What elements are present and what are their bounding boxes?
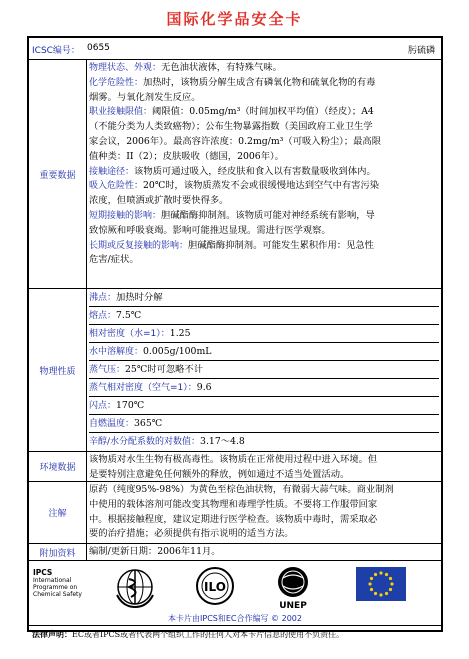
property-row (89, 343, 439, 361)
important-line (89, 224, 439, 239)
field-text: 胆碱酯酶抑制剂。该物质可能对神经系统有影响，导 (161, 209, 375, 221)
ipcs-line: International (33, 577, 72, 584)
notes-section (29, 482, 441, 544)
field-text: 危害/症状。 (89, 254, 139, 266)
section-label: 环境数据 (29, 452, 87, 481)
property-value: 365℃ (134, 418, 163, 429)
important-line (89, 120, 439, 135)
legal-text: EC或者IPCS或者代表两个组织工作的任何人对本卡片信息的使用不负责任。 (72, 630, 345, 639)
icsc-number: 0655 (87, 43, 110, 53)
property-row (89, 397, 439, 415)
important-line (89, 179, 439, 194)
important-line (89, 150, 439, 165)
footer-logos (29, 561, 441, 626)
important-line (89, 61, 439, 76)
important-line (89, 194, 439, 209)
important-line (89, 165, 439, 180)
field-label: 化学危险性： (89, 77, 144, 88)
card-title: 国际化学品安全卡 (166, 10, 303, 28)
field-text: 浓度，但喷洒或扩散时要快得多。 (89, 195, 229, 207)
footer-caption: 本卡片由IPCS和EC合作编写 © 2002 (168, 614, 302, 623)
ipcs-text (33, 569, 82, 598)
property-label: 相对密度（水=1）： (89, 329, 170, 339)
field-text: 家会议，2006年）。最高容许浓度：0.2mg/m³（可吸入粉尘）；最高限 (89, 135, 382, 147)
text-line: 中。根据接触程度，建议定期进行医学检查。该物质中毒时，需采取必 (89, 513, 378, 525)
property-row (89, 361, 439, 379)
property-row (89, 415, 439, 433)
property-label: 自燃温度： (89, 419, 135, 429)
property-label: 沸点： (89, 293, 117, 303)
field-text: 值种类：II（2）；皮肤吸收（德国，2006年）。 (89, 150, 284, 162)
text-line: 是要特别注意避免任何额外的释放，例如通过不适当处置活动。 (89, 468, 350, 480)
unep-logo-icon (271, 564, 315, 612)
property-value: 9.6 (196, 382, 212, 393)
property-row (89, 289, 439, 307)
property-row (89, 325, 439, 343)
field-label: 物理状态、外观： (89, 63, 162, 73)
additional-info-text: 编制/更新日期：2006年11月。 (89, 546, 221, 557)
property-row (89, 307, 439, 325)
notes-body (89, 483, 439, 542)
section-label: 物理性质 (29, 289, 87, 451)
field-text: （不能分类为人类致癌物）；公布生物暴露指数（美国政府工业卫生学 (89, 121, 373, 133)
physical-properties-body (89, 289, 439, 451)
field-label: 短期接触的影响： (89, 210, 162, 221)
field-label: 职业接触限值： (89, 107, 153, 118)
property-value: 1.25 (169, 328, 191, 339)
field-text: 胆碱酯酶抑制剂。可能发生累积作用：见急性 (188, 239, 374, 251)
field-label: 接触途径： (89, 166, 135, 177)
section-label: 重要数据 (29, 60, 87, 288)
ipcs-line: Programme on (33, 584, 78, 591)
section-label: 附加资料 (29, 544, 87, 560)
environment-body (89, 453, 439, 483)
property-row (89, 379, 439, 397)
chemical-name: 肟硫磷 (407, 46, 435, 56)
svg-text:ILO: ILO (204, 580, 226, 594)
important-line (89, 253, 439, 268)
additional-info-section (29, 544, 441, 561)
ilo-logo-icon (195, 566, 235, 608)
property-value: 170℃ (116, 400, 145, 411)
property-row (89, 433, 439, 451)
text-line: 原药（纯度95%-98%）为黄色至棕色油状物，有微弱大蒜气味。商业制剂 (89, 484, 394, 495)
property-value: 0.005g/100mL (143, 346, 212, 357)
who-logo-icon (115, 567, 155, 609)
property-label: 熔点： (89, 311, 117, 321)
property-label: 蒸气压： (89, 365, 126, 375)
important-line (89, 209, 439, 224)
important-line (89, 105, 439, 120)
property-value: 25℃时可忽略不计 (125, 364, 204, 375)
text-line: 该物质对水生生物有极高毒性。该物质在正常使用过程中进入环境。但 (89, 454, 378, 465)
text-line: 要的治疗措施；必须提供有指示说明的适当方法。 (89, 528, 294, 540)
field-text: 无色油状液体，有特殊气味。 (161, 62, 282, 73)
property-label: 蒸气相对密度（空气=1）： (89, 383, 197, 393)
important-line (89, 76, 439, 91)
property-value: 3.17～4.8 (200, 436, 245, 447)
property-value: 7.5℃ (116, 310, 142, 321)
physical-properties-section (29, 289, 441, 452)
property-label: 辛醇/水分配系数的对数值： (89, 437, 201, 447)
field-text: 加热时，该物质分解生成含有磷氧化物和硫氧化物的有毒 (143, 76, 376, 88)
property-label: 水中溶解度： (89, 347, 144, 357)
unep-label: UNEP (279, 601, 307, 611)
legal-notice (32, 629, 442, 640)
field-text: 20℃时，该物质蒸发不会或很缓慢地达到空气中有害污染 (143, 180, 380, 192)
important-data-body (89, 61, 439, 268)
important-data-section (29, 60, 441, 289)
environment-section (29, 452, 441, 482)
ipcs-title: IPCS (33, 568, 53, 577)
field-text: 阈限值：0.05mg/m³（时间加权平均值）（经皮）；A4 (152, 106, 374, 118)
important-line (89, 135, 439, 150)
icsc-header-row (29, 38, 441, 60)
field-text: 该物质可通过吸入，经皮肤和食入以有害数量吸收到体内。 (134, 165, 376, 177)
icsc-label: ICSC编号： (32, 46, 80, 56)
field-label: 长期或反复接触的影响： (89, 240, 189, 251)
field-text: 致惊厥和呼吸衰竭。影响可能推迟显现。需进行医学观察。 (89, 224, 331, 236)
eu-flag-icon (356, 567, 406, 601)
field-label: 吸入危险性： (89, 181, 144, 192)
text-line: 中使用的载体溶剂可能改变其物理和毒理学性质。不要将工作服带回家 (89, 498, 378, 510)
safety-card (27, 36, 443, 639)
property-value: 加热时分解 (116, 292, 163, 303)
ipcs-line: Chemical Safety (33, 591, 82, 598)
field-text: 烟雾。与氧化剂发生反应。 (89, 91, 201, 103)
section-label: 注解 (29, 482, 87, 543)
legal-label: 法律声明： (32, 630, 72, 639)
important-line (89, 239, 439, 254)
property-label: 闪点： (89, 401, 117, 411)
important-line (89, 91, 439, 106)
